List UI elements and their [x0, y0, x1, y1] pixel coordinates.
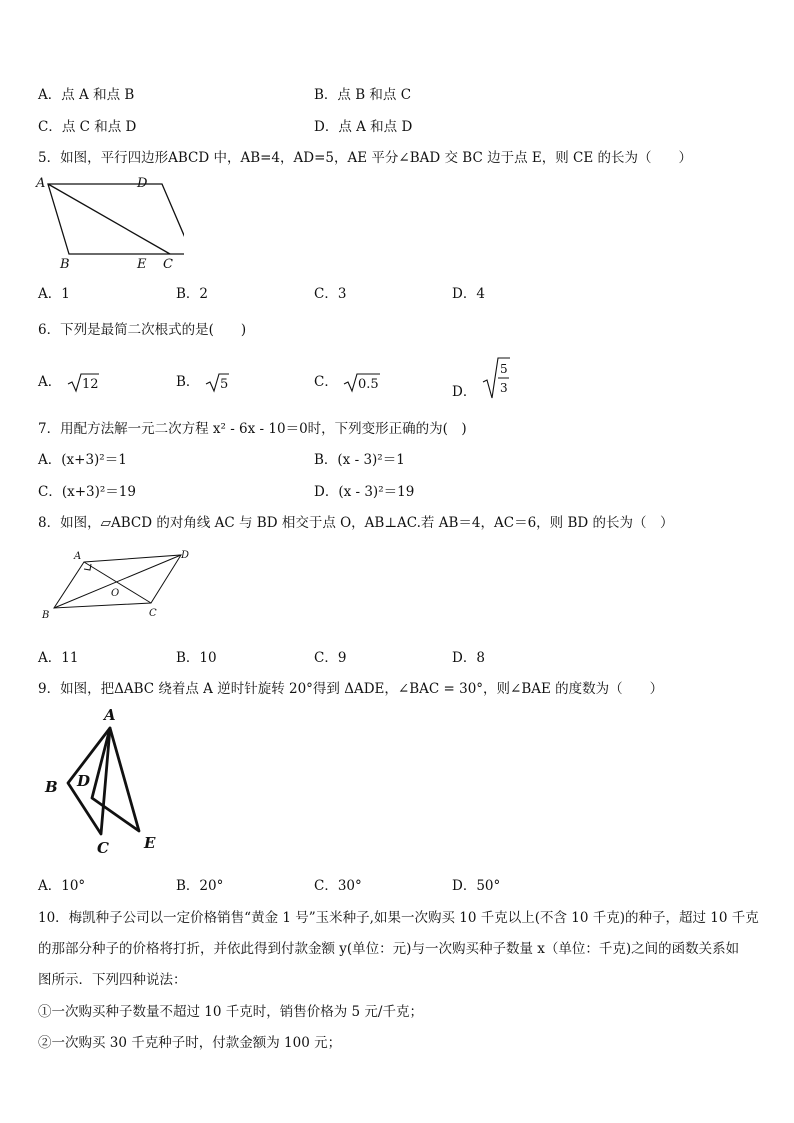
q10-line-3: 图所示．下列四种说法：: [38, 972, 187, 988]
q5-label-a: A: [36, 176, 46, 191]
q8-option-a: A．11: [38, 650, 79, 666]
svg-text:0.5: 0.5: [358, 376, 379, 392]
q8-stem: 8．如图，▱ABCD 的对角线 AC 与 BD 相交于点 O，AB⊥AC.若 AB＝4，AC＝6，则 BD 的长为（ ）: [38, 515, 674, 531]
q7-option-c: C．(x+3)²＝19: [38, 484, 136, 500]
sqrt-0-5-icon: [342, 372, 382, 394]
q10-statement-2: ②一次购买 30 千克种子时，付款金额为 100 元；: [38, 1035, 342, 1051]
q6-option-c: [314, 370, 382, 394]
q5-label-e: E: [137, 257, 147, 272]
q8-label-b: B: [42, 610, 50, 621]
svg-text:12: 12: [81, 376, 99, 392]
q6-option-a-letter: A．: [38, 374, 62, 390]
q8-parallelogram-figure: [36, 545, 196, 623]
q8-label-c: C: [149, 608, 157, 619]
q10-line-1: 10．梅凯种子公司以一定价格销售“黄金 1 号”玉米种子,如果一次购买 10 千克以上(不含 10 千克)的种子，超过 10 千克: [38, 910, 759, 926]
q9-label-d: D: [77, 772, 91, 790]
q8-right-angle-mark: [84, 564, 91, 570]
q8-option-c: C．9: [314, 650, 347, 666]
q8-diagonal-bd: [54, 555, 181, 608]
q6-option-a: [38, 370, 100, 394]
q10-statement-1: ①一次购买种子数量不超过 10 千克时，销售价格为 5 元/千克；: [38, 1004, 423, 1020]
q5-label-c: C: [163, 257, 173, 272]
q5-parallelogram-figure: [34, 172, 184, 272]
prev-option-a: A．点 A 和点 B: [38, 87, 135, 103]
q9-option-c: C．30°: [314, 878, 362, 894]
q5-parallelogram: [48, 184, 184, 254]
q5-option-a: A．1: [38, 286, 70, 302]
q7-option-d: D．(x - 3)²＝19: [314, 484, 415, 500]
prev-option-c: C．点 C 和点 D: [38, 119, 137, 135]
q6-option-c-letter: C．: [314, 374, 338, 390]
svg-text:3: 3: [499, 381, 508, 395]
q9-rotation-figure: [40, 700, 170, 860]
svg-text:5: 5: [219, 376, 228, 392]
q9-label-e: E: [144, 834, 156, 852]
q6-option-b-letter: B．: [176, 374, 200, 390]
q9-option-d: D．50°: [452, 878, 501, 894]
q9-label-a: A: [104, 706, 116, 724]
sqrt-12-icon: [66, 372, 100, 394]
q5-option-c: C．3: [314, 286, 347, 302]
q7-option-a: A．(x+3)²＝1: [38, 452, 127, 468]
prev-option-b: B．点 B 和点 C: [314, 87, 412, 103]
q9-option-b: B．20°: [176, 878, 224, 894]
svg-text:5: 5: [499, 362, 508, 376]
q7-stem: 7．用配方法解一元二次方程 x² - 6x - 10＝0时，下列变形正确的为( ): [38, 421, 467, 437]
q6-option-d: [452, 356, 511, 400]
sqrt-fraction-icon: [481, 356, 511, 400]
q8-option-b: B．10: [176, 650, 217, 666]
q9-label-c: C: [97, 839, 109, 857]
prev-option-d: D．点 A 和点 D: [314, 119, 413, 135]
q5-label-b: B: [60, 257, 70, 272]
q6-option-b: [176, 370, 230, 394]
q6-stem: 6．下列是最简二次根式的是( ): [38, 322, 247, 338]
q7-option-b: B．(x - 3)²＝1: [314, 452, 405, 468]
q10-line-2: 的那部分种子的价格将打折，并依此得到付款金额 y(单位：元)与一次购买种子数量 x（单位：千克)之间的函数关系如: [38, 941, 740, 957]
sqrt-5-icon: [204, 372, 230, 394]
q9-stem: 9．如图，把ΔABC 绕着点 A 逆时针旋转 20°得到 ΔADE，∠BAC = 30°，则∠BAE 的度数为（ ）: [38, 681, 664, 697]
q8-label-o: O: [111, 588, 120, 599]
q9-label-b: B: [45, 778, 58, 796]
q5-label-d: D: [137, 176, 148, 191]
q8-option-d: D．8: [452, 650, 485, 666]
q9-option-a: A．10°: [38, 878, 86, 894]
q5-option-b: B．2: [176, 286, 209, 302]
q8-label-a: A: [74, 551, 82, 562]
q5-stem: 5．如图，平行四边形ABCD 中，AB=4，AD=5，AE 平分∠BAD 交 BC 边于点 E，则 CE 的长为（ ）: [38, 150, 692, 166]
q5-option-d: D．4: [452, 286, 485, 302]
q6-option-d-letter: D．: [452, 383, 477, 400]
q8-label-d: D: [181, 550, 190, 561]
